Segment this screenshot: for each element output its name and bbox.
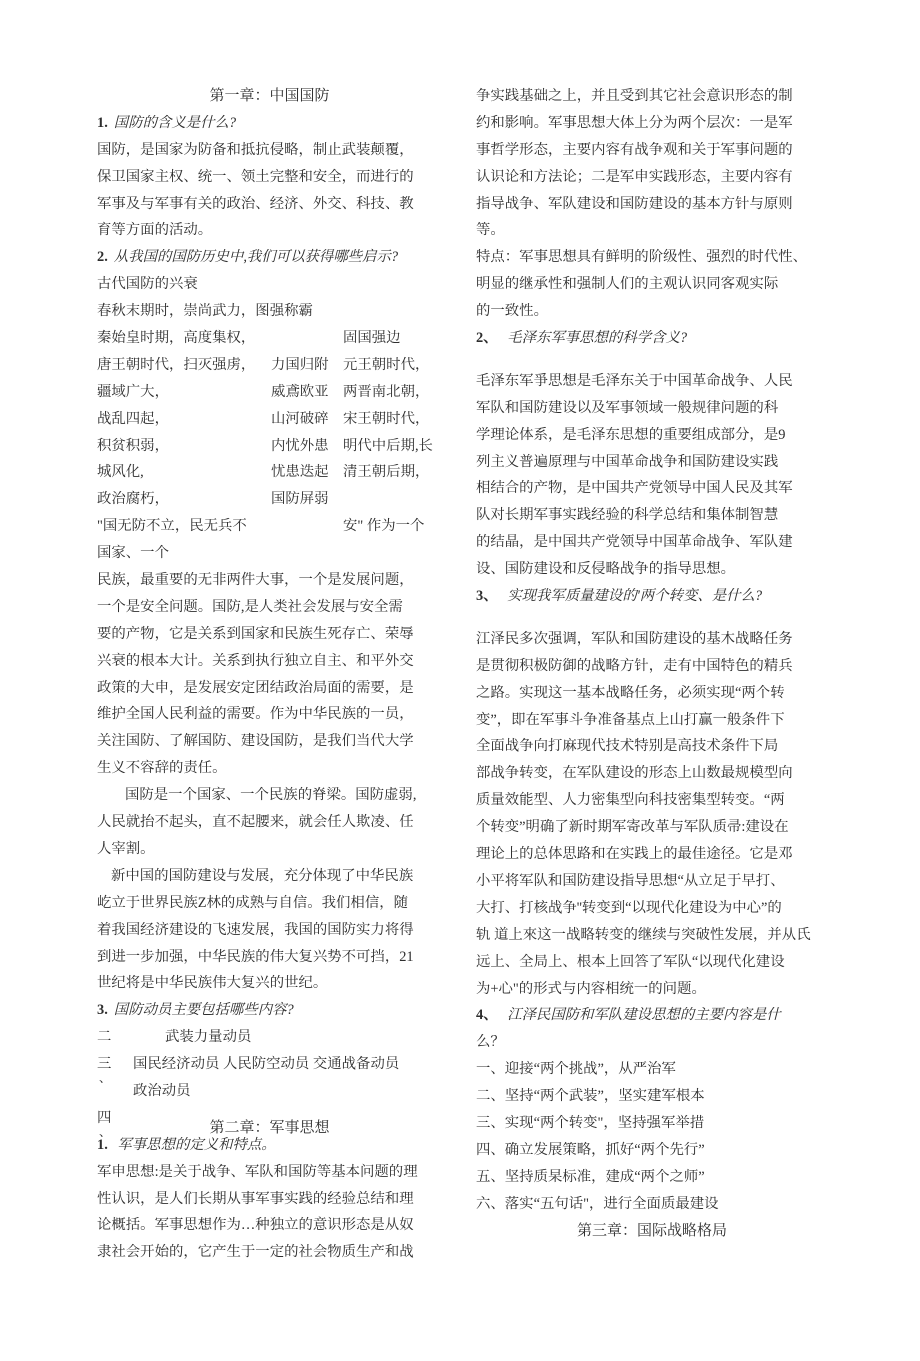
list-label-mark: 、: [99, 1124, 112, 1139]
left-column: [97, 83, 442, 1266]
question-number: 1.: [97, 114, 108, 131]
paragraph-line: 远上、全局上、根本上回答了军队“以现代化建设: [476, 953, 785, 970]
list-label: 二: [97, 1029, 112, 1046]
paragraph-line: 古代国防的兴衰: [97, 276, 198, 293]
paragraph-line: 六、落实“五句话"，进行全面质最建设: [476, 1195, 719, 1212]
paragraph-line: 二、坚持“两个武装”，坚实建军根本: [476, 1088, 705, 1105]
history-cell: [271, 513, 343, 540]
history-cell: 力国归附: [271, 356, 329, 373]
paragraph-line: 论概括。军事思想作为…种独立的意识形态是从奴: [97, 1217, 414, 1234]
paragraph-line: 争实践基础之上，并且受到其它社会意识形态的制: [476, 88, 793, 104]
history-cell: 内忧外患: [271, 437, 329, 454]
history-cell: 战乱四起，: [97, 410, 169, 427]
history-cell: 政治腐朽，: [97, 491, 169, 508]
paragraph-line: 毛泽东军爭思想是毛泽东关于中国革命战争、人民: [476, 372, 793, 389]
chapter-title: 第二章：军事思想: [209, 1119, 330, 1136]
paragraph-line: 国防是一个国家、一个民族的脊梁。国防虚弱,: [125, 787, 417, 804]
paragraph-line: 部战争转变，在军队建设的形态上山数最规模型向: [476, 765, 793, 782]
paragraph-line: 一、迎接“两个挑战”，从严治军: [476, 1061, 676, 1078]
right-column: [476, 83, 828, 1244]
paragraph-line: 小平将军队和国防建设指导思想“从立足于早打、: [476, 872, 785, 889]
history-cell: 忧患迭起: [271, 464, 329, 481]
history-cell: 元王朝时代，: [343, 356, 430, 373]
paragraph-line: 春秋末期时，崇尚武力，图强称霸: [97, 303, 313, 320]
paragraph-line: 世纪将是中华民族伟大复兴的世纪。: [97, 975, 328, 992]
paragraph-line: 是贯彻积极防御的战略方针，走有中国特色的精兵: [476, 657, 793, 674]
history-table-row: [97, 459, 442, 486]
paragraph-line: 设、国防建设和反侵略战争的指导思想。: [476, 561, 736, 578]
paragraph-line: 隶社会开始的，它产生于一定的社会物质生产和战: [97, 1244, 414, 1261]
paragraph-line: 军事及与军事有关的政治、经济、外交、科技、教: [97, 195, 414, 212]
question-text: 实现我军质量建设的'两个转变、是什么?: [503, 588, 763, 605]
paragraph-line: 等。: [476, 222, 505, 239]
paragraph-line: 屹立于世界民族Z林的成熟与自信。我们相信，随: [97, 894, 408, 911]
question-number: 2、: [476, 330, 498, 347]
history-cell: [343, 486, 442, 513]
paragraph-line: 关注国防、了解国防、建设国防，是我们当代大学: [97, 733, 414, 750]
paragraph-line: 特点：军事思想具有鲜明的阶级性、强烈的时代性、: [476, 249, 807, 266]
paragraph-line: 的结晶，是中国共产党领导中国革命战争、军队建: [476, 534, 793, 551]
question-heading: [476, 1002, 828, 1029]
history-cell: 明代中后期,长: [343, 437, 433, 454]
history-cell: 山河破碎: [271, 410, 329, 427]
question-heading: [476, 583, 828, 610]
paragraph-line: 全面战争向打麻现代技术特别是高技术条件下局: [476, 738, 779, 755]
mobilization-item: [97, 1105, 442, 1139]
paragraph-line: 人宰割。: [97, 840, 155, 857]
question-text: 国防的含义是什么?: [113, 114, 237, 131]
question-number: 3.: [97, 1002, 108, 1019]
paragraph-line: 队对长期军事实践经验的科学总结和集体制智慧: [476, 507, 779, 524]
paragraph-line: 育等方面的活动。: [97, 222, 213, 239]
history-cell: 城风化,: [97, 464, 144, 481]
paragraph-line: 军申思想:是关于战争、军队和国防等基本问题的理: [97, 1163, 418, 1180]
paragraph-line: 变”，即在军事斗争准备基点上山打赢一般条件下: [476, 711, 785, 728]
history-cell: 两晋南北朝，: [343, 383, 430, 400]
paragraph-line: 到进一步加强，中华民族的伟大复兴势不可挡，21: [97, 948, 414, 965]
paragraph-line: 军队和国防建设以及军事领域一般规律问题的科: [476, 399, 779, 416]
list-label: 三 、: [97, 1051, 133, 1078]
paragraph-line: 着我国经济建设的飞速发展，我国的国防实力将得: [97, 921, 414, 938]
question-heading: [97, 244, 442, 271]
history-cell: 安" 作为一个: [343, 518, 425, 535]
list-label-mark: 、: [99, 1071, 112, 1086]
mobilization-item: [97, 1024, 442, 1051]
history-cell: 唐王朝时代，扫灭强虏，: [97, 356, 256, 373]
paragraph-line: 质量效能型、人力密集型向科技密集型转变。“两: [476, 792, 785, 809]
paragraph-line: 的一致性。: [476, 303, 548, 320]
mobilization-item: [97, 1078, 442, 1105]
paragraph-line: 么？: [476, 1034, 505, 1051]
paragraph-line: 列主义普遍原理与中国革命战争和国防建设实践: [476, 453, 779, 470]
question-number: 2.: [97, 249, 108, 266]
list-text: 国民经济动员 人民防空动员 交通战备动员: [133, 1056, 400, 1073]
question-text: 国防动员主要包括哪些内容?: [113, 1002, 294, 1019]
paragraph-line: 个转变”明确了新时期军寄改革与军队质帚:建设在: [476, 819, 789, 836]
paragraph-line: 四、确立发展策略，抓好“两个先行”: [476, 1141, 705, 1158]
paragraph-line: 保卫国家主权、统一、领土完整和安全，而进行的: [97, 168, 414, 185]
paragraph-line: 认识论和方法论；二是军申实践形态，主要内容有: [476, 168, 793, 185]
question-heading: [97, 110, 442, 137]
paragraph-line: 人民就抬不起头，直不起腰来，就会任人欺凌、任: [97, 814, 414, 831]
chapter-title: 第一章：中国国防: [209, 88, 330, 104]
paragraph-line: 性认识，是人们长期从事军事实践的经验总结和理: [97, 1190, 414, 1207]
paragraph-line: 五、坚持质杲标准，建成“两个之师”: [476, 1168, 705, 1185]
paragraph-line: 一个是安全问题。国防,是人类社会发展与安全需: [97, 598, 403, 615]
list-text: 武装力量动员: [165, 1029, 252, 1046]
history-table-row: [97, 406, 442, 433]
paragraph-line: 新中国的国防建设与发展，充分体现了中华民族: [111, 867, 414, 884]
paragraph-line: 指导战争、军队建设和国防建设的基本方针与原则: [476, 195, 793, 212]
question-number: 1.: [97, 1136, 108, 1153]
history-cell: 疆域广大，: [97, 383, 169, 400]
paragraph-line: 事哲学形态，主要内容有战争观和关于军事问题的: [476, 141, 793, 158]
list-label: [97, 1078, 133, 1105]
question-heading: [97, 1132, 442, 1159]
paragraph-line: 江泽民多次强调，军队和国防建设的基木战略任务: [476, 630, 793, 647]
history-cell: 积贫积弱，: [97, 437, 169, 454]
history-table-row: [97, 486, 442, 513]
paragraph-line: 兴衰的根本大计。关系到执行独立自主、和平外交: [97, 652, 414, 669]
paragraph-line: 轨 道上來这一战略转变的继续与突破性发展，并从氏: [476, 926, 811, 943]
history-cell: [271, 325, 343, 352]
paragraph-line: 为+心"的形式与内容相统一的问题。: [476, 980, 706, 997]
history-cell: 威鳶欧亚: [271, 383, 329, 400]
list-label: 四 、: [97, 1105, 133, 1142]
paragraph-line: 要的产物，它是关系到国家和民族生死存亡、荣辱: [97, 625, 414, 642]
paragraph-line: 相结合的产物，是中国共产党领导中国人民及其军: [476, 480, 793, 497]
question-text: 从我国的国防历史中,我们可以获得哪些启示?: [113, 249, 399, 266]
history-cell: "国无防不立，民无兵不: [97, 518, 247, 535]
history-cell: 固国强边: [343, 330, 401, 347]
history-table-row: [97, 352, 442, 379]
mobilization-item: [97, 1051, 442, 1086]
history-table-row: [97, 325, 442, 352]
history-table-row: [97, 379, 442, 406]
history-cell: 清王朝后期，: [343, 464, 430, 481]
paragraph-line: 维护全国人民利益的需要。作为中华民族的一员，: [97, 706, 414, 723]
paragraph-line: 之路。实现这一基本战略任务，必须实现“两个转: [476, 684, 785, 701]
chapter-title: 第三章：国际战略格局: [576, 1222, 727, 1239]
history-cell: 宋王朝时代，: [343, 410, 430, 427]
question-number: 4、: [476, 1007, 498, 1024]
list-text: 政治动员: [133, 1082, 191, 1099]
paragraph-line: 政策的大申，是发展安定团结政治局面的需要，是: [97, 679, 414, 696]
question-heading: [476, 325, 828, 352]
paragraph-line: 国防，是国家为防备和抵抗侵略，制止武装颠覆，: [97, 141, 414, 158]
history-cell: 国防屏弱: [271, 491, 329, 508]
paragraph-line: 学理论体系，是毛泽东思想的重要组成部分，是9: [476, 426, 786, 443]
paragraph-line: 国家、一个: [97, 545, 169, 562]
history-table-row: [97, 433, 442, 460]
paragraph-line: 生义不容辞的责任。: [97, 760, 227, 777]
paragraph-line: 理论上的总体思路和在实践上的最佳途径。它是邓: [476, 846, 793, 863]
paragraph-line: 大打、打核战争''转变到“以现代化建设为中心”的: [476, 899, 782, 916]
question-text: 江泽民国防和军队建设思想的主要内容是什: [503, 1007, 781, 1024]
history-table-row: [97, 513, 442, 540]
question-number: 3、: [476, 588, 498, 605]
question-heading: [97, 997, 442, 1024]
paragraph-line: 明显的继承性和强制人们的主观认识同客观实际: [476, 276, 779, 293]
question-text: 军事思想的定义和特点。: [113, 1136, 276, 1153]
paragraph-line: 三、实现“两个转变"，坚持强军举措: [476, 1114, 705, 1131]
history-cell: 秦始皇时期，高度集权，: [97, 330, 256, 347]
paragraph-line: 民族，最重要的无非两件大事，一个是发展问题，: [97, 572, 414, 589]
question-text: 毛泽东军事思想的科学含义?: [503, 330, 688, 347]
paragraph-line: 约和影响。军事思想大体上分为两个层次：一是军: [476, 114, 793, 131]
